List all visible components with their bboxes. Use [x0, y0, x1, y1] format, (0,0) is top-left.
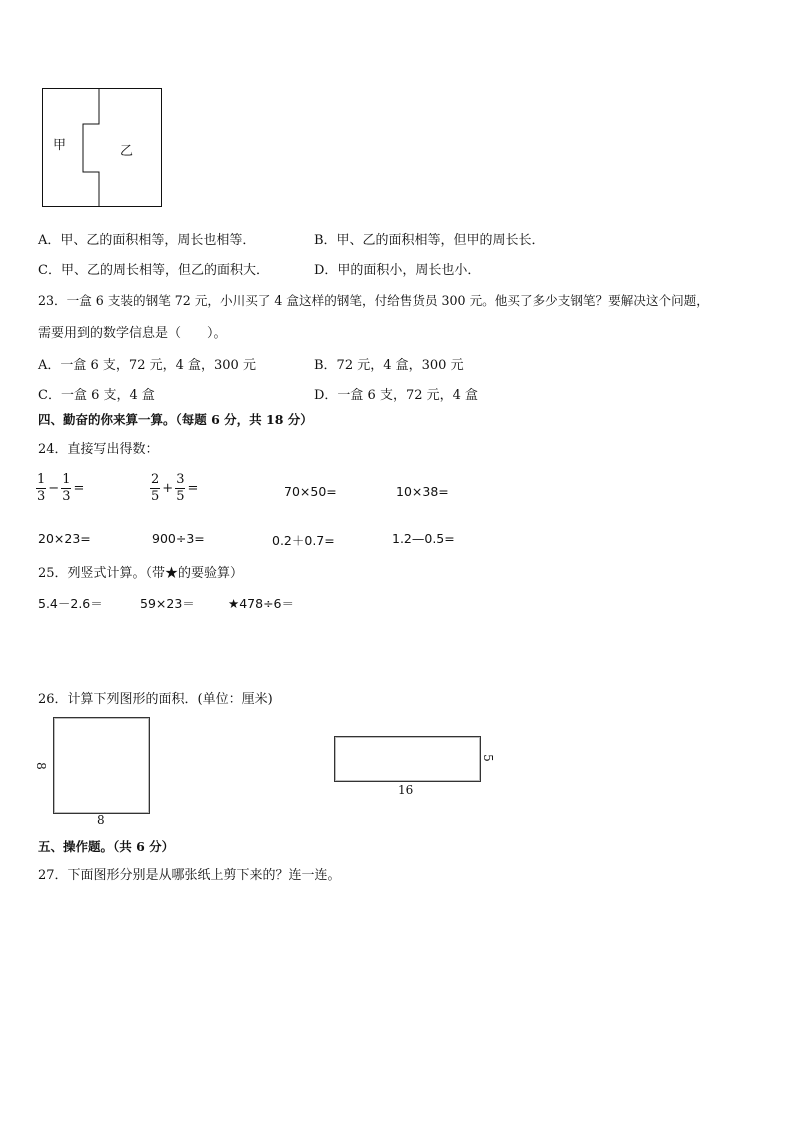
figure-label-yi: 乙: [120, 144, 134, 159]
fraction-2a: [150, 472, 160, 506]
square-side-left-label: 8: [33, 762, 48, 770]
q23-option-a[interactable]: A．一盒 6 支，72 元，4 盒，300 元: [38, 358, 256, 373]
figure-label-jia: 甲: [53, 138, 67, 153]
q24-item-70x50: 70×50=: [284, 484, 337, 499]
fraction-denominator: 5: [176, 489, 185, 505]
q24-item-20x23: 20×23=: [38, 531, 91, 546]
section-5-title: 五、操作题。（共 6 分）: [38, 839, 175, 854]
q25-title: 25．列竖式计算。（带★的要验算）: [38, 566, 244, 581]
q22-option-b[interactable]: B．甲、乙的面积相等，但甲的周长长．: [314, 233, 545, 248]
q26-title: 26．计算下列图形的面积．(单位：厘米): [38, 692, 273, 707]
fraction-numerator: 1: [61, 472, 71, 489]
q24-item-1.2minus0.5: 1.2—0.5=: [392, 531, 455, 546]
fraction-2b: [175, 472, 185, 506]
q23-question-line2: 需要用到的数学信息是（ ）。: [38, 326, 227, 341]
q25-item-2: 59×23＝: [140, 596, 195, 611]
fraction-denominator: 3: [37, 489, 46, 505]
jia-yi-figure: [42, 88, 162, 207]
equals-sign: =: [73, 481, 85, 497]
q24-item-0.2plus0.7: 0.2＋0.7=: [272, 533, 335, 548]
q22-option-c[interactable]: C．甲、乙的周长相等，但乙的面积大．: [38, 263, 269, 278]
minus-sign: −: [48, 481, 60, 497]
equals-sign: =: [187, 481, 199, 497]
fraction-1b: [61, 472, 71, 506]
q22-option-a[interactable]: A．甲、乙的面积相等，周长也相等．: [38, 233, 256, 248]
fraction-denominator: 3: [62, 489, 71, 505]
q24-fraction-expr-1: [36, 472, 86, 506]
fraction-numerator: 2: [150, 472, 160, 489]
rectangle-figure: [334, 736, 481, 782]
q24-fraction-expr-2: [150, 472, 200, 506]
q24-item-900div3: 900÷3=: [152, 531, 205, 546]
rectangle-side-right-label: 5: [480, 754, 495, 762]
q23-question-line1: 23．一盒 6 支装的钢笔 72 元，小川买了 4 盒这样的钢笔，付给售货员 300 元。他买了多少支钢笔？要解决这个问题，: [38, 293, 709, 308]
plus-sign: +: [162, 481, 174, 497]
fraction-numerator: 3: [175, 472, 185, 489]
q23-option-d[interactable]: D．一盒 6 支，72 元，4 盒: [314, 388, 479, 403]
rectangle-side-bottom-label: 16: [398, 783, 414, 797]
square-figure: [53, 717, 150, 814]
q23-option-b[interactable]: B．72 元，4 盒，300 元: [314, 358, 464, 373]
fraction-denominator: 5: [151, 489, 160, 505]
q23-option-c[interactable]: C．一盒 6 支，4 盒: [38, 388, 155, 403]
fraction-1a: [36, 472, 46, 506]
q25-item-3: ★478÷6＝: [228, 596, 294, 611]
section-4-title: 四、勤奋的你来算一算。（每题 6 分，共 18 分）: [38, 412, 313, 427]
q24-item-10x38: 10×38=: [396, 484, 449, 499]
square-side-bottom-label: 8: [97, 813, 105, 827]
q24-title: 24．直接写出得数：: [38, 442, 159, 457]
q22-option-d[interactable]: D．甲的面积小，周长也小．: [314, 263, 481, 278]
q25-item-1: 5.4－2.6＝: [38, 596, 103, 611]
fraction-numerator: 1: [36, 472, 46, 489]
q27-title: 27．下面图形分别是从哪张纸上剪下来的？连一连。: [38, 868, 341, 883]
